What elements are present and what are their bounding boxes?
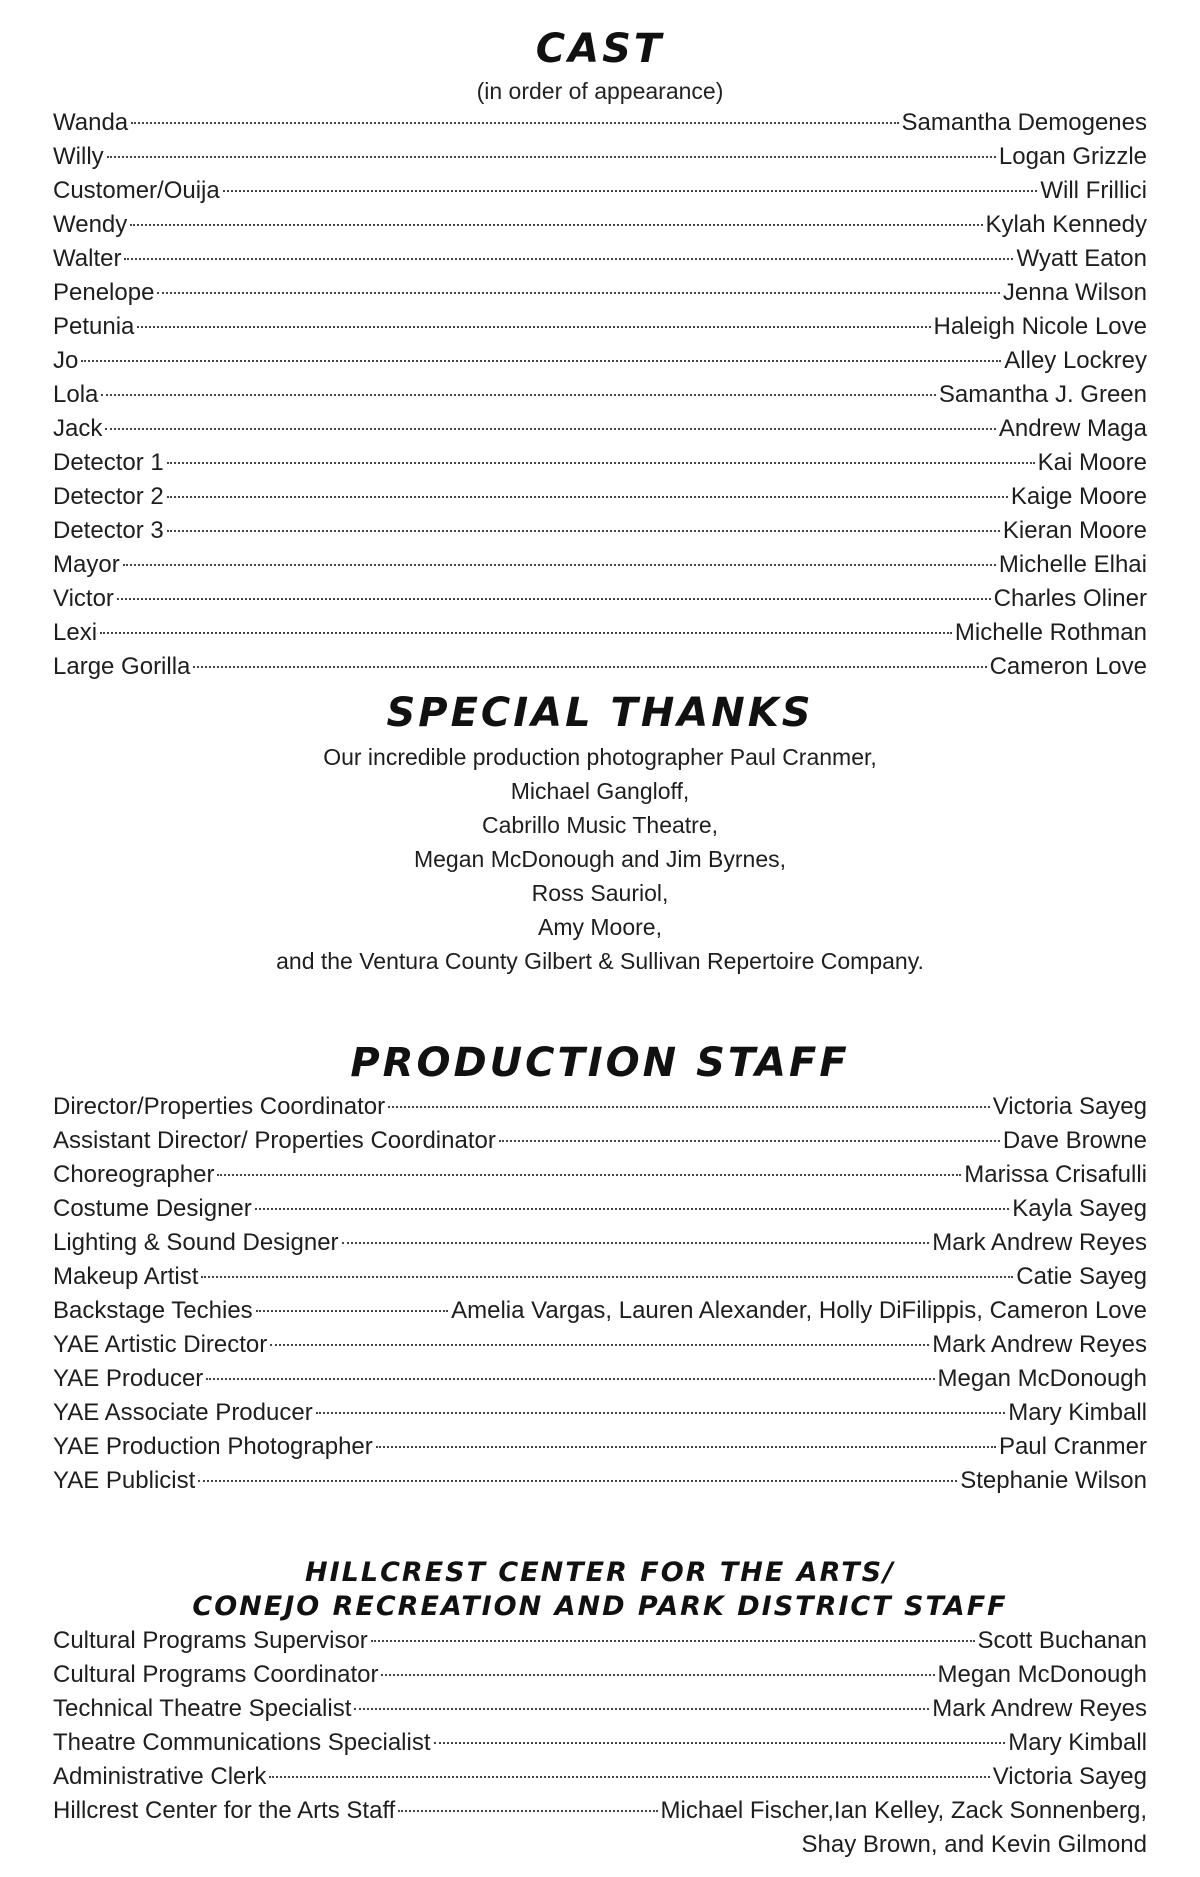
production-staff-section [53, 1036, 1147, 1498]
performer-name: Jenna Wilson [1002, 279, 1147, 306]
role-label: Cultural Programs Coordinator [53, 1661, 379, 1688]
cast-row [53, 582, 1147, 616]
dot-leader [255, 1208, 1009, 1210]
dot-leader [123, 564, 996, 566]
role-label: YAE Artistic Director [53, 1331, 268, 1358]
hillcrest-staff-list [53, 1624, 1147, 1794]
staff-row [53, 1396, 1147, 1430]
staff-row [53, 1226, 1147, 1260]
role-label: Costume Designer [53, 1195, 252, 1222]
cast-list [53, 106, 1147, 684]
cast-row [53, 344, 1147, 378]
staff-name: Marissa Crisafulli [964, 1161, 1147, 1188]
staff-name: Mark Andrew Reyes [932, 1331, 1147, 1358]
thanks-line: and the Ventura County Gilbert & Sullivan Repertoire Company. [276, 948, 924, 974]
thanks-line: Ross Sauriol, [531, 880, 669, 906]
dot-leader [167, 496, 1008, 498]
cast-row [53, 480, 1147, 514]
cast-heading: CAST [535, 26, 665, 72]
staff-name: Stephanie Wilson [960, 1467, 1147, 1494]
thanks-line: Michael Gangloff, [510, 778, 690, 804]
cast-row [53, 412, 1147, 446]
dot-leader [381, 1674, 934, 1676]
role-label: Jo [53, 347, 79, 374]
role-label: YAE Producer [53, 1365, 204, 1392]
cast-row [53, 310, 1147, 344]
production-staff-heading: PRODUCTION STAFF [350, 1040, 850, 1086]
dot-leader [270, 1344, 929, 1346]
dot-leader [101, 394, 936, 396]
cast-row [53, 616, 1147, 650]
dot-leader [117, 598, 991, 600]
staff-name: Dave Browne [1002, 1127, 1147, 1154]
program-page [53, 22, 1147, 1862]
performer-name: Kylah Kennedy [985, 211, 1147, 238]
role-label: Administrative Clerk [53, 1763, 267, 1790]
performer-name: Michelle Elhai [998, 551, 1147, 578]
cast-row [53, 378, 1147, 412]
cast-row [53, 446, 1147, 480]
staff-name: Victoria Sayeg [992, 1763, 1147, 1790]
dot-leader [105, 428, 996, 430]
staff-row [53, 1328, 1147, 1362]
hillcrest-staff-heading [53, 1556, 1147, 1624]
role-label: Lighting & Sound Designer [53, 1229, 339, 1256]
role-label: Jack [53, 415, 103, 442]
dot-leader [107, 156, 996, 158]
role-label: Theatre Communications Specialist [53, 1729, 431, 1756]
staff-row [53, 1362, 1147, 1396]
role-label: YAE Production Photographer [53, 1433, 373, 1460]
staff-row [53, 1692, 1147, 1726]
dot-leader [157, 292, 999, 294]
role-label: Assistant Director/ Properties Coordinator [53, 1127, 496, 1154]
performer-name: Haleigh Nicole Love [933, 313, 1147, 340]
role-label: YAE Associate Producer [53, 1399, 313, 1426]
staff-row [53, 1624, 1147, 1658]
role-label: Victor [53, 585, 114, 612]
role-label: Lexi [53, 619, 98, 646]
dot-leader [201, 1276, 1013, 1278]
staff-name: Mary Kimball [1008, 1399, 1147, 1426]
staff-name: Catie Sayeg [1016, 1263, 1147, 1290]
thanks-line: Amy Moore, [538, 914, 662, 940]
special-thanks-list [53, 740, 1147, 978]
dot-leader [193, 666, 986, 668]
role-label: Technical Theatre Specialist [53, 1695, 352, 1722]
role-label: Backstage Techies [53, 1297, 253, 1324]
performer-name: Logan Grizzle [998, 143, 1147, 170]
staff-row [53, 1090, 1147, 1124]
hillcrest-heading-line1: HILLCREST CENTER FOR THE ARTS/ [305, 1557, 895, 1588]
cast-row [53, 140, 1147, 174]
hillcrest-staff-section [53, 1556, 1147, 1862]
staff-row [53, 1124, 1147, 1158]
staff-row [53, 1760, 1147, 1794]
cast-row [53, 106, 1147, 140]
dot-leader [398, 1810, 657, 1812]
staff-name-continuation: Shay Brown, and Kevin Gilmond [801, 1831, 1147, 1858]
dot-leader [167, 462, 1035, 464]
dot-leader [131, 122, 898, 124]
role-label: Lola [53, 381, 99, 408]
role-label: Choreographer [53, 1161, 215, 1188]
staff-name: Paul Cranmer [998, 1433, 1147, 1460]
role-label: Customer/Ouija [53, 177, 220, 204]
performer-name: Samantha J. Green [938, 381, 1147, 408]
role-label: Petunia [53, 313, 135, 340]
dot-leader [206, 1378, 934, 1380]
dot-leader [124, 258, 1013, 260]
staff-row [53, 1464, 1147, 1498]
staff-name: Amelia Vargas, Lauren Alexander, Holly DiFilippis, Cameron Love [451, 1297, 1147, 1324]
role-label: Walter [53, 245, 122, 272]
dot-leader [217, 1174, 961, 1176]
staff-name: Mary Kimball [1008, 1729, 1147, 1756]
cast-row [53, 174, 1147, 208]
role-label: Hillcrest Center for the Arts Staff [53, 1797, 396, 1824]
staff-name: Michael Fischer,Ian Kelley, Zack Sonnenberg, [660, 1797, 1147, 1824]
staff-row [53, 1658, 1147, 1692]
role-label: Makeup Artist [53, 1263, 199, 1290]
dot-leader [354, 1708, 929, 1710]
cast-row [53, 650, 1147, 684]
performer-name: Kieran Moore [1002, 517, 1147, 544]
special-thanks-section [53, 686, 1147, 978]
dot-leader [256, 1310, 448, 1312]
role-label: Large Gorilla [53, 653, 191, 680]
role-label: Detector 3 [53, 517, 164, 544]
cast-section [53, 22, 1147, 684]
performer-name: Cameron Love [989, 653, 1147, 680]
thanks-line: Cabrillo Music Theatre, [481, 812, 719, 838]
role-label: Willy [53, 143, 104, 170]
staff-row [53, 1726, 1147, 1760]
role-label: Cultural Programs Supervisor [53, 1627, 368, 1654]
role-label: Mayor [53, 551, 120, 578]
dot-leader [499, 1140, 1000, 1142]
dot-leader [130, 224, 982, 226]
dot-leader [371, 1640, 975, 1642]
performer-name: Will Frillici [1040, 177, 1147, 204]
dot-leader [434, 1742, 1006, 1744]
dot-leader [342, 1242, 930, 1244]
performer-name: Wyatt Eaton [1016, 245, 1147, 272]
cast-row [53, 276, 1147, 310]
staff-name: Megan McDonough [937, 1661, 1147, 1688]
staff-name: Mark Andrew Reyes [932, 1695, 1147, 1722]
staff-row [53, 1158, 1147, 1192]
performer-name: Samantha Demogenes [901, 109, 1147, 136]
staff-name: Victoria Sayeg [992, 1093, 1147, 1120]
cast-row [53, 242, 1147, 276]
special-thanks-heading: SPECIAL THANKS [386, 690, 814, 736]
staff-row [53, 1430, 1147, 1464]
dot-leader [167, 530, 1000, 532]
dot-leader [388, 1106, 990, 1108]
dot-leader [100, 632, 952, 634]
staff-row-multiline [53, 1794, 1147, 1828]
staff-row [53, 1294, 1147, 1328]
production-staff-list [53, 1090, 1147, 1498]
dot-leader [269, 1776, 989, 1778]
cast-row [53, 208, 1147, 242]
role-label: Wanda [53, 109, 129, 136]
thanks-line: Our incredible production photographer Paul Cranmer, [323, 744, 877, 770]
performer-name: Andrew Maga [998, 415, 1147, 442]
dot-leader [198, 1480, 957, 1482]
dot-leader [137, 326, 930, 328]
performer-name: Alley Lockrey [1004, 347, 1147, 374]
role-label: Detector 2 [53, 483, 164, 510]
cast-row [53, 548, 1147, 582]
staff-row [53, 1260, 1147, 1294]
staff-name: Mark Andrew Reyes [932, 1229, 1147, 1256]
role-label: Penelope [53, 279, 155, 306]
staff-name: Scott Buchanan [977, 1627, 1147, 1654]
role-label: Director/Properties Coordinator [53, 1093, 386, 1120]
dot-leader [316, 1412, 1006, 1414]
cast-subtitle: (in order of appearance) [476, 78, 724, 104]
cast-row [53, 514, 1147, 548]
role-label: Wendy [53, 211, 128, 238]
performer-name: Charles Oliner [993, 585, 1147, 612]
hillcrest-heading-line2: CONEJO RECREATION AND PARK DISTRICT STAFF [192, 1591, 1008, 1622]
dot-leader [81, 360, 1001, 362]
dot-leader [376, 1446, 996, 1448]
role-label: YAE Publicist [53, 1467, 196, 1494]
performer-name: Michelle Rothman [954, 619, 1147, 646]
staff-name: Megan McDonough [937, 1365, 1147, 1392]
performer-name: Kaige Moore [1010, 483, 1147, 510]
performer-name: Kai Moore [1037, 449, 1147, 476]
role-label: Detector 1 [53, 449, 164, 476]
thanks-line: Megan McDonough and Jim Byrnes, [413, 846, 787, 872]
staff-name: Kayla Sayeg [1012, 1195, 1147, 1222]
dot-leader [223, 190, 1038, 192]
staff-row [53, 1192, 1147, 1226]
